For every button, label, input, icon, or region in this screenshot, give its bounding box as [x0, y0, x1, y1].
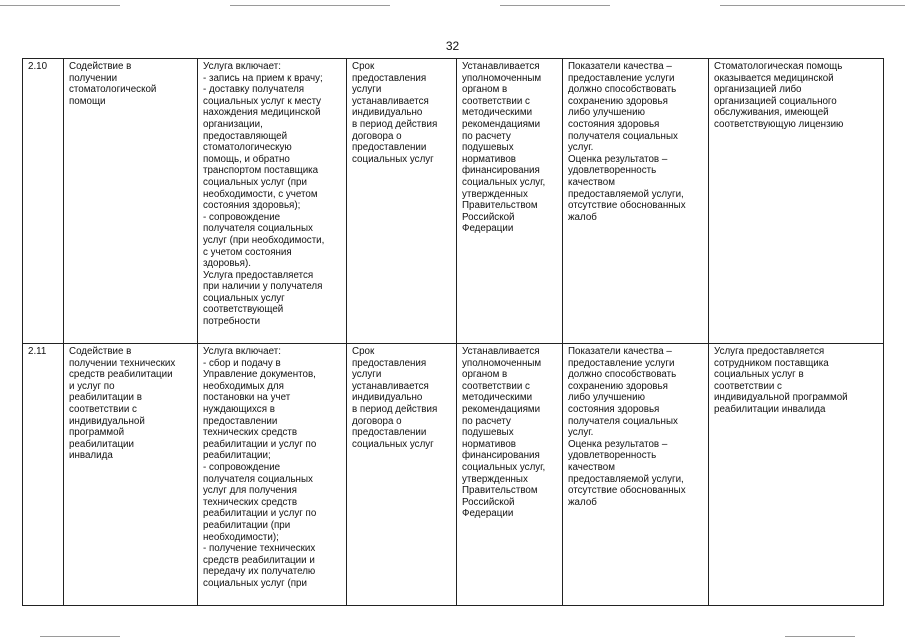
cell-text-line: утвержденных [462, 473, 528, 485]
cell-text-line: и услуг по [69, 380, 115, 392]
cell-text-line: устанавливается [352, 380, 429, 392]
cell-text-line: необходимых для [203, 380, 284, 392]
cell-text-line: уполномоченным [462, 72, 542, 84]
cell-text-line: рекомендациями [462, 403, 541, 415]
cell-text-line: Оценка результатов – [568, 153, 668, 165]
cell-text-line: качеством [568, 176, 615, 188]
cell-text-line: финансирования [462, 165, 540, 177]
conditions-cell [709, 59, 884, 344]
row-number: 2.10 [23, 59, 64, 344]
cell-text-line: состояния здоровья [568, 403, 660, 415]
cell-text-line: по расчету [462, 130, 511, 142]
quality-indicators-cell [563, 344, 709, 606]
cell-text-line: Российской [462, 211, 515, 223]
cell-text-line: оказывается медицинской [714, 72, 834, 84]
cell-text-line: Содействие в [69, 346, 132, 357]
table-row [23, 59, 884, 344]
cell-text-line: по расчету [462, 415, 511, 427]
cell-text-line: получателя социальных [203, 473, 313, 485]
cell-text-line: предоставлении [352, 427, 427, 439]
cell-text-line: при наличии у получателя [203, 281, 323, 293]
cell-text-line: программой [69, 427, 125, 439]
cell-text-line: рекомендациями [462, 118, 541, 130]
cell-text-line: жалоб [568, 496, 597, 508]
cell-text-line: договора о [352, 415, 402, 427]
cell-text-line: Услуга предоставляется [714, 346, 825, 357]
cell-text-line: Управление документов, [203, 369, 316, 381]
cell-text-line: помощь, и обратно [203, 153, 290, 165]
cell-text-line: предоставляемой услуги, [568, 473, 684, 485]
cell-text-line: с учетом состояния [203, 246, 292, 258]
service-term-cell [347, 344, 457, 606]
cell-text-line: реабилитации и услуг по [203, 508, 317, 520]
cell-text-line: нормативов [462, 438, 516, 450]
cell-text-line: соответствии с [69, 403, 137, 415]
cell-text-line: Федерации [462, 223, 514, 235]
cell-text-line: методическими [462, 392, 533, 404]
cell-text-line: социальных услуг (при [203, 577, 307, 589]
cell-text-line: устанавливается [352, 95, 429, 107]
cell-text-line: соответствующую лицензию [714, 118, 844, 130]
cell-text-line: услуг. [568, 142, 594, 154]
cell-text-line: Срок [352, 346, 375, 357]
scan-artifact-top [230, 5, 390, 6]
cell-text-line: транспортом поставщика [203, 165, 319, 177]
cell-text-line: передачу их получателю [203, 566, 316, 578]
cell-text-line: органом в [462, 369, 508, 381]
cell-text-line: предоставляющей [203, 130, 288, 142]
cell-text-line: - получение технических [203, 543, 316, 555]
cell-text-line: необходимости, с учетом [203, 188, 318, 200]
cell-text-line: нахождения медицинской [203, 107, 321, 119]
cell-text-line: должно способствовать [568, 369, 677, 381]
cell-text-line: либо улучшению [568, 392, 645, 404]
cell-text-line: предоставлении [352, 142, 427, 154]
cell-text-line: финансирования [462, 450, 540, 462]
cell-text-line: Правительством [462, 485, 538, 497]
norm-cell [457, 59, 563, 344]
cell-text-line: необходимости); [203, 531, 279, 543]
cell-text-line: Срок [352, 61, 375, 72]
cell-text-line: - сбор и подачу в [203, 357, 281, 369]
service-name-cell [64, 344, 198, 606]
cell-text-line: Правительством [462, 200, 538, 212]
cell-text-line: - сопровождение [203, 461, 281, 473]
cell-text-line: реабилитации [69, 438, 134, 450]
cell-text-line: социальных услуг, [462, 176, 546, 188]
services-table [22, 58, 884, 606]
cell-text-line: Услуга включает: [203, 61, 281, 72]
cell-text-line: постановки на учет [203, 392, 291, 404]
cell-text-line: договора о [352, 130, 402, 142]
cell-text-line: средств реабилитации и [203, 554, 315, 566]
scan-artifact-bottom [785, 636, 855, 637]
cell-text-line: Российской [462, 496, 515, 508]
cell-text-line: Устанавливается [462, 61, 540, 72]
scan-artifact-bottom [40, 636, 120, 637]
scan-artifact-top [0, 5, 120, 6]
cell-text-line: Услуга включает: [203, 346, 281, 357]
cell-text-line: органом в [462, 84, 508, 96]
page-number: 32 [445, 39, 460, 53]
cell-text-line: качеством [568, 461, 615, 473]
cell-text-line: предоставлении [203, 415, 278, 427]
cell-text-line: стоматологической [69, 84, 157, 96]
cell-text-line: организацией либо [714, 84, 802, 96]
table-row [23, 344, 884, 606]
cell-text-line: либо улучшению [568, 107, 645, 119]
service-term-cell [347, 59, 457, 344]
service-name-cell [64, 59, 198, 344]
cell-text-line: стоматологическую [203, 142, 292, 154]
cell-text-line: жалоб [568, 211, 597, 223]
cell-text-line: Показатели качества – [568, 61, 672, 72]
cell-text-line: подушевых [462, 142, 514, 154]
cell-text-line: социальных услуг, [462, 461, 546, 473]
cell-text-line: утвержденных [462, 188, 528, 200]
cell-text-line: социальных услуг в [714, 369, 804, 381]
cell-text-line: Стоматологическая помощь [714, 61, 843, 72]
cell-text-line: сохранению здоровья [568, 380, 668, 392]
cell-text-line: отсутствие обоснованных [568, 200, 686, 212]
cell-text-line: сохранению здоровья [568, 95, 668, 107]
cell-text-line: соответствующей [203, 304, 284, 316]
cell-text-line: Федерации [462, 508, 514, 520]
cell-text-line: соответствии с [714, 380, 782, 392]
cell-text-line: получателя социальных [568, 415, 678, 427]
cell-text-line: подушевых [462, 427, 514, 439]
scan-artifact-top [500, 5, 610, 6]
cell-text-line: социальных услуг [203, 292, 285, 304]
cell-text-line: инвалида [69, 450, 113, 462]
cell-text-line: соответствии с [462, 95, 530, 107]
cell-text-line: средств реабилитации [69, 369, 173, 381]
cell-text-line: услуг. [568, 427, 594, 439]
cell-text-line: состояния здоровья); [203, 200, 301, 212]
norm-cell [457, 344, 563, 606]
cell-text-line: индивидуально [352, 107, 423, 119]
cell-text-line: индивидуально [352, 392, 423, 404]
service-content-cell [198, 59, 347, 344]
conditions-cell [709, 344, 884, 606]
scan-artifact-top [720, 5, 905, 6]
cell-text-line: - доставку получателя [203, 84, 305, 96]
cell-text-line: организации, [203, 118, 263, 130]
cell-text-line: обслуживания, имеющей [714, 107, 829, 119]
cell-text-line: методическими [462, 107, 533, 119]
cell-text-line: - сопровождение [203, 211, 281, 223]
cell-text-line: услуг (при необходимости, [203, 234, 325, 246]
cell-text-line: должно способствовать [568, 84, 677, 96]
cell-text-line: в период действия [352, 118, 438, 130]
cell-text-line: реабилитации; [203, 450, 271, 462]
cell-text-line: получении технических [69, 357, 176, 369]
cell-text-line: реабилитации в [69, 392, 142, 404]
cell-text-line: уполномоченным [462, 357, 542, 369]
cell-text-line: Оценка результатов – [568, 438, 668, 450]
cell-text-line: индивидуальной [69, 415, 145, 427]
cell-text-line: помощи [69, 95, 106, 107]
cell-text-line: Услуга предоставляется [203, 269, 314, 281]
cell-text-line: нормативов [462, 153, 516, 165]
cell-text-line: технических средств [203, 427, 298, 439]
cell-text-line: удовлетворенность [568, 165, 657, 177]
cell-text-line: Показатели качества – [568, 346, 672, 357]
cell-text-line: индивидуальной программой [714, 392, 848, 404]
quality-indicators-cell [563, 59, 709, 344]
cell-text-line: услуги [352, 369, 382, 381]
cell-text-line: предоставления [352, 72, 427, 84]
cell-text-line: в период действия [352, 403, 438, 415]
cell-text-line: реабилитации (при [203, 519, 291, 531]
cell-text-line: реабилитации инвалида [714, 403, 826, 415]
cell-text-line: здоровья). [203, 258, 251, 270]
cell-text-line: Содействие в [69, 61, 132, 72]
cell-text-line: сотрудником поставщика [714, 357, 829, 369]
cell-text-line: социальных услуг [352, 438, 434, 450]
cell-text-line: нуждающихся в [203, 403, 275, 415]
cell-text-line: предоставления [352, 357, 427, 369]
cell-text-line: получателя социальных [568, 130, 678, 142]
cell-text-line: предоставление услуги [568, 72, 675, 84]
cell-text-line: услуг для получения [203, 485, 297, 497]
cell-text-line: предоставление услуги [568, 357, 675, 369]
cell-text-line: социальных услуг [352, 153, 434, 165]
cell-text-line: состояния здоровья [568, 118, 660, 130]
cell-text-line: реабилитации и услуг по [203, 438, 317, 450]
cell-text-line: удовлетворенность [568, 450, 657, 462]
cell-text-line: соответствии с [462, 380, 530, 392]
cell-text-line: - запись на прием к врачу; [203, 72, 323, 84]
cell-text-line: социальных услуг к месту [203, 95, 322, 107]
cell-text-line: организацией социального [714, 95, 837, 107]
cell-text-line: получателя социальных [203, 223, 313, 235]
cell-text-line: технических средств [203, 496, 298, 508]
service-content-cell [198, 344, 347, 606]
row-number: 2.11 [23, 344, 64, 606]
cell-text-line: Устанавливается [462, 346, 540, 357]
cell-text-line: потребности [203, 316, 261, 328]
cell-text-line: отсутствие обоснованных [568, 485, 686, 497]
cell-text-line: социальных услуг (при [203, 176, 307, 188]
cell-text-line: предоставляемой услуги, [568, 188, 684, 200]
cell-text-line: услуги [352, 84, 382, 96]
cell-text-line: получении [69, 72, 118, 84]
